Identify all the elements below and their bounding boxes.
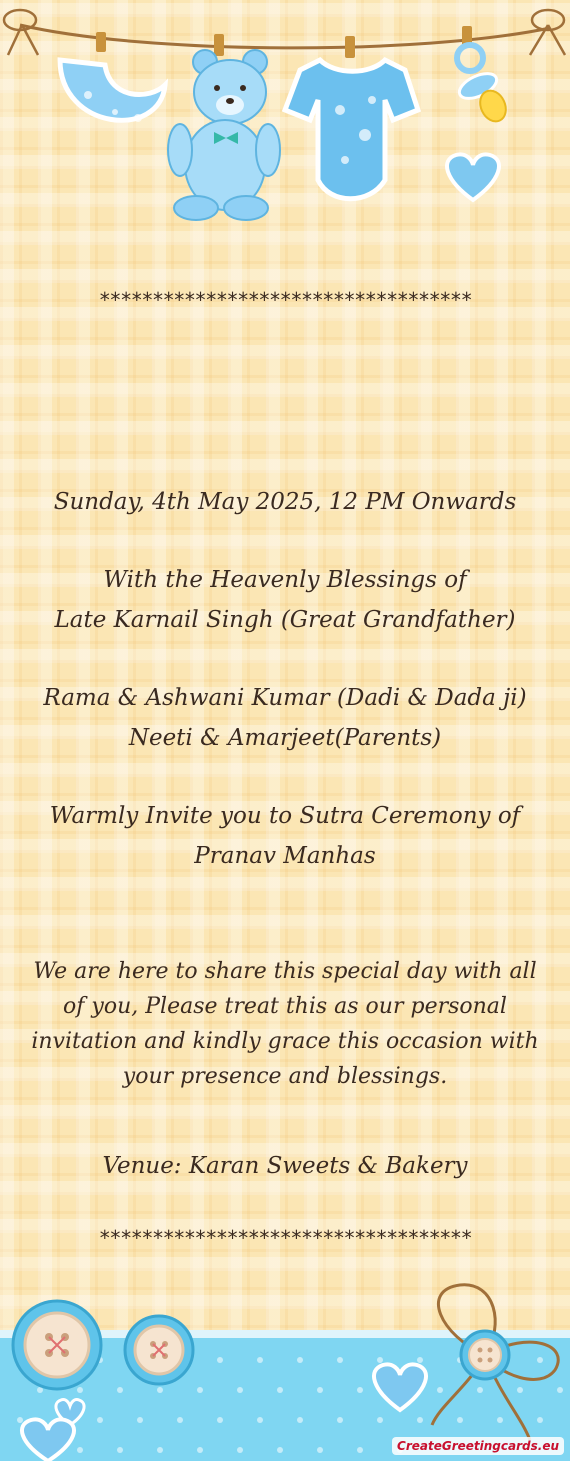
divider-top: *********************************** (98, 288, 472, 312)
invite-line: Warmly Invite you to Sutra Ceremony of (49, 803, 521, 829)
button-icon (13, 1301, 101, 1389)
date-line: Sunday, 4th May 2025, 12 PM Onwards (53, 489, 517, 515)
child-name: Pranav Manhas (194, 843, 376, 869)
rope-right-bow (530, 10, 565, 55)
grandparents-line: Rama & Ashwani Kumar (Dadi & Dada ji) (43, 685, 527, 711)
teddy-bear-icon (168, 34, 280, 220)
bottom-illustration (0, 1275, 570, 1461)
pacifier-icon (456, 26, 511, 126)
rope-left-bow (4, 10, 38, 55)
blessings-name: Late Karnail Singh (Great Grandfather) (54, 607, 516, 633)
invitation-message: We are here to share this special day with all of you, Please treat this as our personal invitation and kindly grace this occasion with your presence and blessings. (31, 959, 539, 1089)
button-icon (461, 1331, 509, 1379)
heart-icon (447, 154, 499, 200)
button-icon (125, 1316, 193, 1384)
bib-icon (60, 32, 165, 122)
parents-line: Neeti & Amarjeet(Parents) (128, 725, 442, 751)
divider-bottom: *********************************** (98, 1226, 472, 1250)
brand-watermark[interactable]: CreateGreetingcards.eu (392, 1437, 564, 1455)
venue-line: Venue: Karan Sweets & Bakery (102, 1153, 468, 1179)
clothesline-illustration (0, 0, 570, 250)
blessings-heading: With the Heavenly Blessings of (103, 567, 467, 593)
onesie-icon (285, 36, 418, 199)
